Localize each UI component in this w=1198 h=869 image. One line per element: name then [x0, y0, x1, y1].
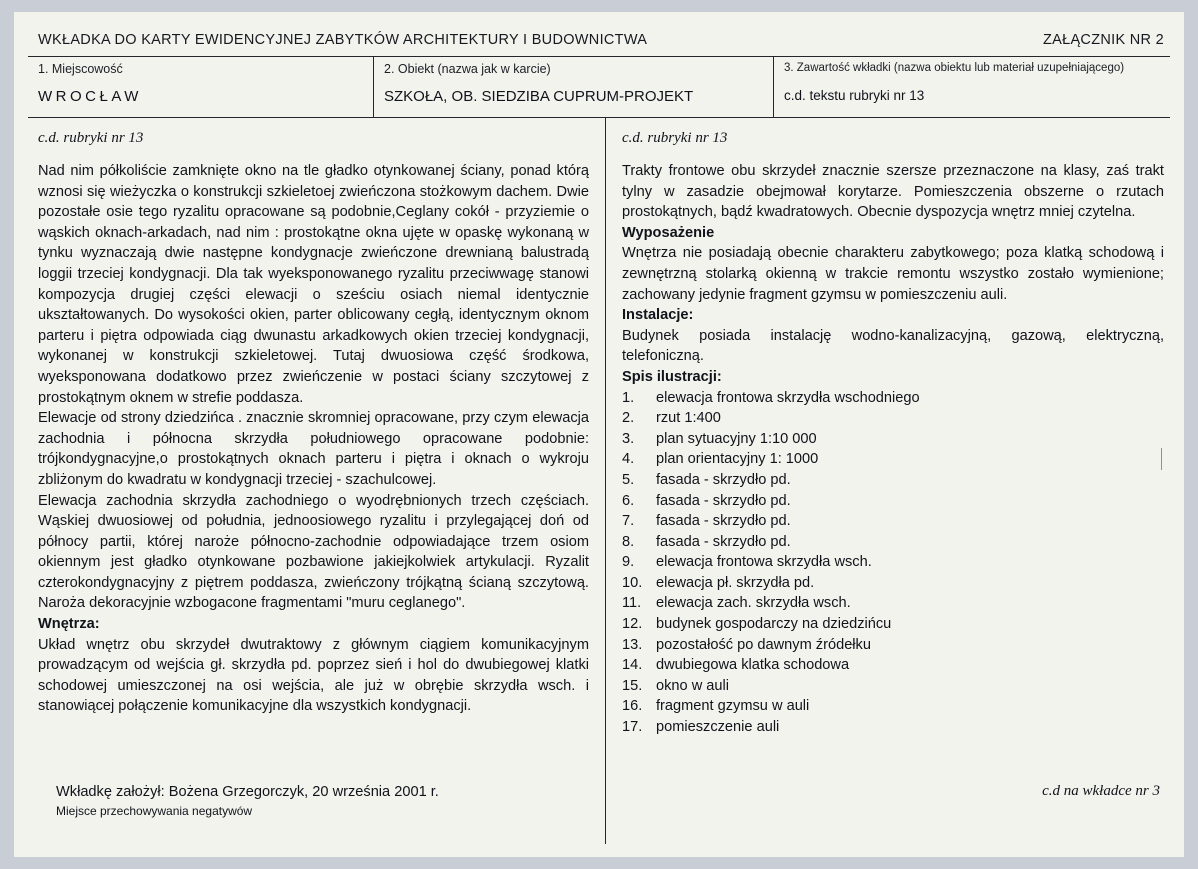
page-tick-mark [1161, 448, 1162, 470]
list-item-number: 4. [622, 451, 635, 468]
interiors-paragraph: Układ wnętrz obu skrzydeł dwutraktowy z głównym ciągiem komunikacyjnym prowadzącym od wejścia gł. skrzydła pd. poprzez sień i hol do dwubiegowej klatki schodowej umieszczonej na osi wejścia, ale już w obrębie skrzydła wsch. i stanowiącej połączenie komunikacyjne dla wszystkich kondygnacji. [38, 636, 589, 715]
negatives-storage-note: Miejsce przechowywania negatywów [56, 804, 253, 818]
field-content [773, 57, 1170, 117]
field-locality [28, 57, 373, 117]
list-item [622, 511, 1164, 532]
equipment-paragraph: Wnętrza nie posiadają obecnie charakteru zabytkowego; poza klatką schodową i zewnętrzną stolarką okienną w trakcie remontu wszystko zostało wymienione; zachowany jedynie fragment gzymsu w pomieszczeniu auli. [622, 245, 1164, 303]
list-item [622, 388, 1164, 409]
left-paragraph-1: Nad nim półkoliście zamknięte okno na tle gładko otynkowanej ściany, ponad którą wznosi się wieżyczka o konstrukcji szkieletoej zwieńczona stożkowym dachem. Dwie pozostałe osie tego ryzalitu opracowane są podobnie,Ceglany cokół - przyziemie o wąskich oknach-arkadach, nad nim : prostokątne okna ujęte w opaskę wykonaną w tynku wyznaczają dwie następne kondygnacje zwieńczone drewnianą balustradą loggii trzeciej kondygnacji. Dla tak wyeksponowanego ryzalitu przeciwwagę stanowi kompozycja drugiej części elewacji o sześciu osiach niemal identycznie ukształtowanych. Do wysokości okien, parter oblicowany cegłą, identycznym oknom parteru i piętra odpowiada ciąg dwunastu arkadkowych okien trzeciej kondygnacji, wykonanej w konstrukcji szkieletowej. Tutaj dwuosiowa część środkowa, wyeksponowana dodatkowo przez zwieńczenie w postaci ściany szczytowej z prostokątnym oknem w strefie poddasza. [38, 163, 589, 406]
right-column [606, 118, 1170, 844]
list-item-number: 5. [622, 471, 635, 488]
list-item-number: 17. [622, 719, 643, 736]
list-item [622, 573, 1164, 594]
list-item [622, 491, 1164, 512]
list-item [622, 676, 1164, 697]
list-item-label: elewacja zach. skrzydła wsch. [656, 595, 851, 612]
list-item-number: 13. [622, 636, 643, 653]
list-item-label: plan sytuacyjny 1:10 000 [656, 430, 817, 447]
list-item [622, 614, 1164, 635]
list-item [622, 655, 1164, 676]
document-body [28, 118, 1170, 844]
list-item-label: budynek gospodarczy na dziedzińcu [656, 616, 892, 633]
list-item-label: elewacja pł. skrzydła pd. [656, 574, 815, 591]
left-paragraph-3: Elewacja zachodnia skrzydła zachodniego o wyodrębnionych trzech częściach. Wąskiej dwuosiowej od południa, jednoosiowego ryzalitu i przylegającej doń od północy partii, której naroże północno-zachodnie odpowiadające trzem osiom okiennym jest gładko otynkowane pozbawione jakiejkolwiek artykulacji. Ryzalit czterokondygnacyjny z piętrem poddasza, zwieńczony trójkątną ścianą szczytową. Naroża dekoracyjnie wzbogacone fragmentami "muru ceglanego". [38, 492, 589, 612]
list-item-number: 16. [622, 698, 643, 715]
list-item-number: 8. [622, 533, 635, 550]
document-header [28, 12, 1170, 57]
field-content-value: c.d. tekstu rubryki nr 13 [784, 88, 925, 103]
right-intro-paragraph: Trakty frontowe obu skrzydeł znacznie szersze przeznaczone na klasy, zaś trakt tylny w zasadzie obejmował korytarze. Pomieszczenia obszerne o rzutach prostokątnych, bądź kwadratowych. Obecnie dyspozycja wnętrz mniej czytelna. [622, 163, 1164, 221]
list-item-number: 10. [622, 574, 643, 591]
list-item-label: okno w auli [656, 677, 730, 694]
header-fields [28, 57, 1170, 118]
field-locality-label: 1. Miejscowość [38, 62, 123, 76]
list-item-label: fragment gzymsu w auli [656, 698, 810, 715]
list-item-number: 2. [622, 410, 635, 427]
list-item-label: fasada - skrzydło pd. [656, 513, 791, 530]
list-item-label: elewacja frontowa skrzydła wsch. [656, 554, 872, 571]
interiors-heading: Wnętrza: [38, 616, 100, 633]
field-object-value: SZKOŁA, OB. SIEDZIBA CUPRUM-PROJEKT [384, 88, 694, 105]
list-item-label: pomieszczenie auli [656, 719, 780, 736]
list-item-label: fasada - skrzydło pd. [656, 533, 791, 550]
list-item-number: 12. [622, 616, 643, 633]
field-locality-value: WROCŁAW [38, 88, 142, 105]
list-item-label: dwubiegowa klatka schodowa [656, 657, 850, 674]
list-item-number: 11. [622, 595, 642, 612]
list-item [622, 593, 1164, 614]
list-item-number: 14. [622, 657, 643, 674]
list-item [622, 552, 1164, 573]
list-item [622, 408, 1164, 429]
list-item-number: 15. [622, 677, 643, 694]
list-item-label: fasada - skrzydło pd. [656, 471, 791, 488]
page-title: WKŁADKA DO KARTY EWIDENCYJNEJ ZABYTKÓW ARCHITEKTURY I BUDOWNICTWA [38, 32, 648, 48]
left-continuation-label: c.d. rubryki nr 13 [38, 130, 144, 146]
list-item [622, 717, 1164, 738]
left-column [28, 118, 606, 844]
installations-heading: Instalacje: [622, 307, 694, 324]
list-item-label: plan orientacyjny 1: 1000 [656, 451, 819, 468]
illustrations-heading: Spis ilustracji: [622, 368, 722, 385]
right-continuation-label: c.d. rubryki nr 13 [622, 130, 728, 146]
list-item-label: elewacja frontowa skrzydła wschodniego [656, 389, 920, 406]
field-object [373, 57, 773, 117]
illustrations-list [622, 388, 1164, 738]
field-content-label: 3. Zawartość wkładki (nazwa obiektu lub materiał uzupełniającego) [784, 62, 1125, 74]
list-item [622, 696, 1164, 717]
list-item [622, 449, 1164, 470]
list-item-number: 3. [622, 430, 635, 447]
document-sheet [14, 12, 1184, 857]
list-item-number: 6. [622, 492, 635, 509]
list-item-label: pozostałość po dawnym źródełku [656, 636, 871, 653]
list-item [622, 429, 1164, 450]
list-item-number: 1. [622, 389, 635, 406]
annex-label: ZAŁĄCZNIK NR 2 [1042, 32, 1164, 48]
list-item-number: 7. [622, 513, 635, 530]
equipment-heading: Wyposażenie [622, 224, 715, 241]
field-object-label: 2. Obiekt (nazwa jak w karcie) [384, 62, 551, 76]
right-continuation-note: c.d na wkładce nr 3 [1042, 783, 1160, 799]
installations-paragraph: Budynek posiada instalację wodno-kanalizacyjną, gazową, elektryczną, telefoniczną. [622, 327, 1164, 365]
list-item [622, 470, 1164, 491]
list-item-label: fasada - skrzydło pd. [656, 492, 791, 509]
author-note: Wkładkę założył: Bożena Grzegorczyk, 20 września 2001 r. [56, 784, 439, 800]
list-item [622, 532, 1164, 553]
list-item-label: rzut 1:400 [656, 410, 721, 427]
list-item-number: 9. [622, 554, 635, 571]
list-item [622, 635, 1164, 656]
left-paragraph-2: Elewacje od strony dziedzińca . znacznie skromniej opracowane, przy czym elewacja zachodnia i północna skrzydła południowego opracowane podobnie: trójkondygnacyjne,o prostokątnych oknach parteru i piętra i oknach o wykroju zbliżonym do kwadratu w kondygnacji trzeciej - szachulcowej. [38, 410, 589, 488]
